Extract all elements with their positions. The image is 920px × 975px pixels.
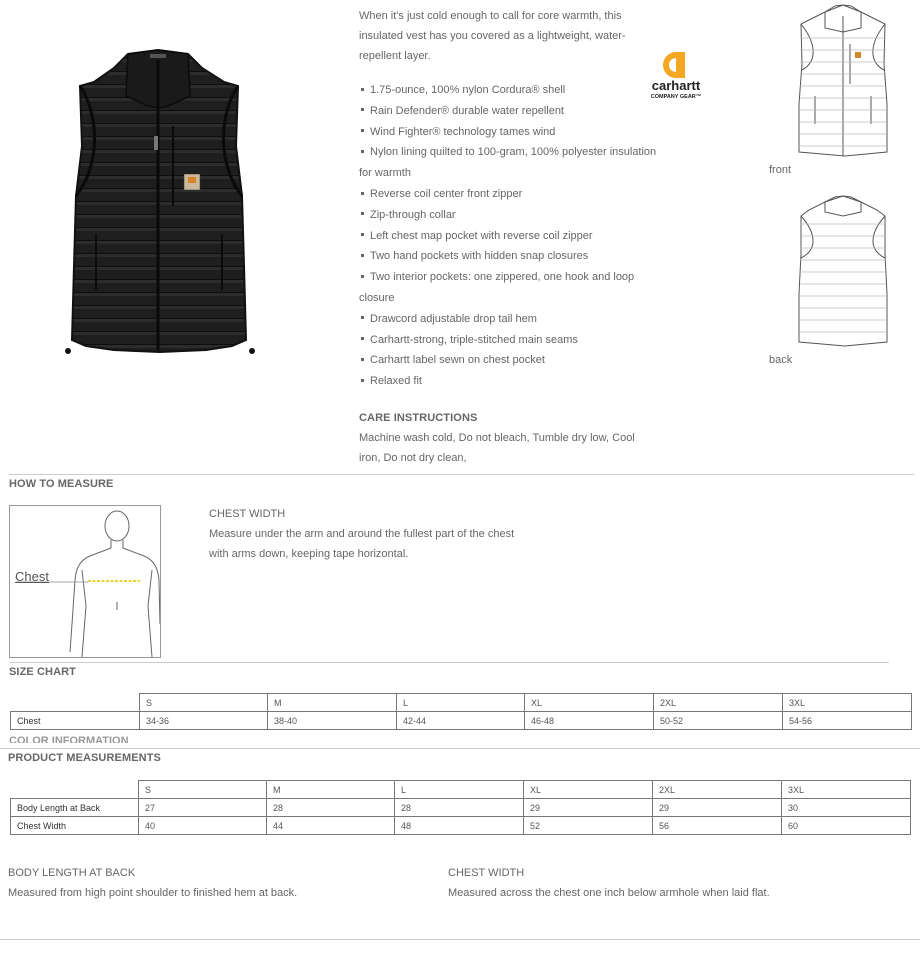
feature-text: Carhartt label sewn on chest pocket (370, 354, 545, 367)
feature-item (359, 309, 659, 330)
feature-item (359, 205, 659, 226)
table-cell: 29 (653, 799, 782, 817)
feature-item (359, 122, 659, 143)
feature-item (359, 246, 659, 267)
table-cell: 46-48 (525, 712, 654, 730)
feature-list (359, 80, 659, 392)
feature-text: Two hand pockets with hidden snap closures (370, 250, 589, 263)
table-cell: 44 (267, 817, 395, 835)
table-cell: 54-56 (783, 712, 912, 730)
table-cell: 27 (139, 799, 267, 817)
chest-width-description: Measure under the arm and around the fullest part of the chest with arms down, keeping tape horizontal. (209, 528, 515, 560)
product-intro: When it's just cold enough to call for core warmth, this insulated vest has you covered as a lightweight, water-repellent layer. (359, 10, 626, 62)
row-label-cell: Body Length at Back (11, 799, 139, 817)
feature-item (359, 330, 659, 351)
care-instructions-text: Machine wash cold, Do not bleach, Tumble dry low, Cool iron, Do not dry clean, (359, 432, 635, 464)
product-measurements-body (11, 781, 911, 835)
empty-corner-cell (11, 694, 140, 712)
feature-text: Relaxed fit (370, 375, 422, 388)
brand-logo (642, 50, 710, 100)
bullet-icon (361, 379, 364, 382)
size-header-cell: L (397, 694, 525, 712)
brand-logo-text: carhartt (651, 78, 701, 93)
feature-item (359, 226, 659, 247)
back-technical-drawing (795, 194, 891, 350)
back-view-label: back (769, 354, 793, 366)
table-cell: 30 (782, 799, 911, 817)
feature-item (359, 101, 659, 122)
chest-width-title: CHEST WIDTH (209, 508, 286, 520)
size-header-cell: S (139, 781, 267, 799)
row-label-cell: Chest (11, 712, 140, 730)
table-cell: 60 (782, 817, 911, 835)
feature-item (359, 80, 659, 101)
size-header-cell: 3XL (782, 781, 911, 799)
size-header-cell: L (395, 781, 524, 799)
size-chart-body (11, 694, 912, 730)
feature-text: Nylon lining quilted to 100-gram, 100% polyester insulation for warmth (359, 146, 657, 180)
table-row (11, 817, 911, 835)
section-divider (9, 474, 914, 475)
feature-text: Carhartt-strong, triple-stitched main seams (370, 333, 578, 346)
feature-text: 1.75-ounce, 100% nylon Cordura® shell (370, 84, 566, 96)
table-cell: 29 (524, 799, 653, 817)
chest-width-def-description: Measured across the chest one inch below armhole when laid flat. (448, 887, 770, 899)
table-cell: 42-44 (397, 712, 525, 730)
feature-text: Zip-through collar (370, 208, 456, 221)
bullet-icon (361, 275, 364, 278)
table-cell: 56 (653, 817, 782, 835)
feature-text: Reverse coil center front zipper (370, 187, 523, 200)
product-measurements-heading: PRODUCT MEASUREMENTS (8, 752, 161, 764)
bullet-icon (361, 254, 364, 257)
size-header-cell: 3XL (783, 694, 912, 712)
feature-text: Rain Defender® durable water repellent (370, 104, 564, 117)
size-header-row (11, 781, 911, 799)
product-photo (56, 46, 262, 376)
bullet-icon (361, 337, 364, 340)
bullet-icon (361, 358, 364, 361)
feature-text: Drawcord adjustable drop tail hem (370, 312, 537, 325)
figure-chest-label: Chest (15, 569, 49, 584)
size-header-cell: M (268, 694, 397, 712)
feature-item (359, 371, 659, 392)
empty-corner-cell (11, 781, 139, 799)
feature-item (359, 267, 659, 309)
table-cell: 28 (395, 799, 524, 817)
table-row (11, 799, 911, 817)
product-measurements-table (10, 780, 911, 835)
feature-text: Two interior pockets: one zippered, one hook and loop closure (359, 271, 635, 304)
body-length-title: BODY LENGTH AT BACK (8, 867, 136, 879)
table-cell: 48 (395, 817, 524, 835)
bullet-icon (361, 129, 364, 132)
table-cell: 50-52 (654, 712, 783, 730)
bullet-icon (361, 316, 364, 319)
feature-item (359, 184, 659, 205)
table-cell: 40 (139, 817, 267, 835)
size-header-cell: M (267, 781, 395, 799)
table-row (11, 712, 912, 730)
chest-width-def-title: CHEST WIDTH (448, 867, 525, 879)
feature-text: Wind Fighter® technology tames wind (370, 125, 556, 138)
body-length-description: Measured from high point shoulder to finished hem at back. (8, 887, 298, 899)
feature-item (359, 142, 659, 184)
size-header-cell: XL (525, 694, 654, 712)
size-header-cell: 2XL (654, 694, 783, 712)
color-information-heading: COLOR INFORMATION (9, 735, 129, 743)
bullet-icon (361, 192, 364, 195)
section-divider (0, 748, 920, 749)
bullet-icon (361, 88, 364, 91)
bullet-icon (361, 212, 364, 215)
section-divider (9, 662, 889, 663)
section-divider (0, 939, 920, 940)
table-cell: 52 (524, 817, 653, 835)
brand-logo-tagline: COMPANY GEAR™ (650, 94, 702, 100)
size-header-row (11, 694, 912, 712)
care-instructions-heading: CARE INSTRUCTIONS (359, 412, 478, 424)
table-cell: 38-40 (268, 712, 397, 730)
row-label-cell: Chest Width (11, 817, 139, 835)
size-header-cell: 2XL (653, 781, 782, 799)
feature-text: Left chest map pocket with reverse coil zipper (370, 229, 593, 242)
front-view-label: front (769, 164, 792, 176)
feature-item (359, 350, 659, 371)
front-technical-drawing (795, 4, 891, 160)
bullet-icon (361, 150, 364, 153)
bullet-icon (361, 233, 364, 236)
size-chart-heading: SIZE CHART (9, 666, 76, 678)
how-to-measure-heading: HOW TO MEASURE (9, 478, 114, 490)
size-chart-table (10, 693, 912, 730)
table-cell: 28 (267, 799, 395, 817)
size-header-cell: XL (524, 781, 653, 799)
size-header-cell: S (140, 694, 268, 712)
bullet-icon (361, 108, 364, 111)
table-cell: 34-36 (140, 712, 268, 730)
